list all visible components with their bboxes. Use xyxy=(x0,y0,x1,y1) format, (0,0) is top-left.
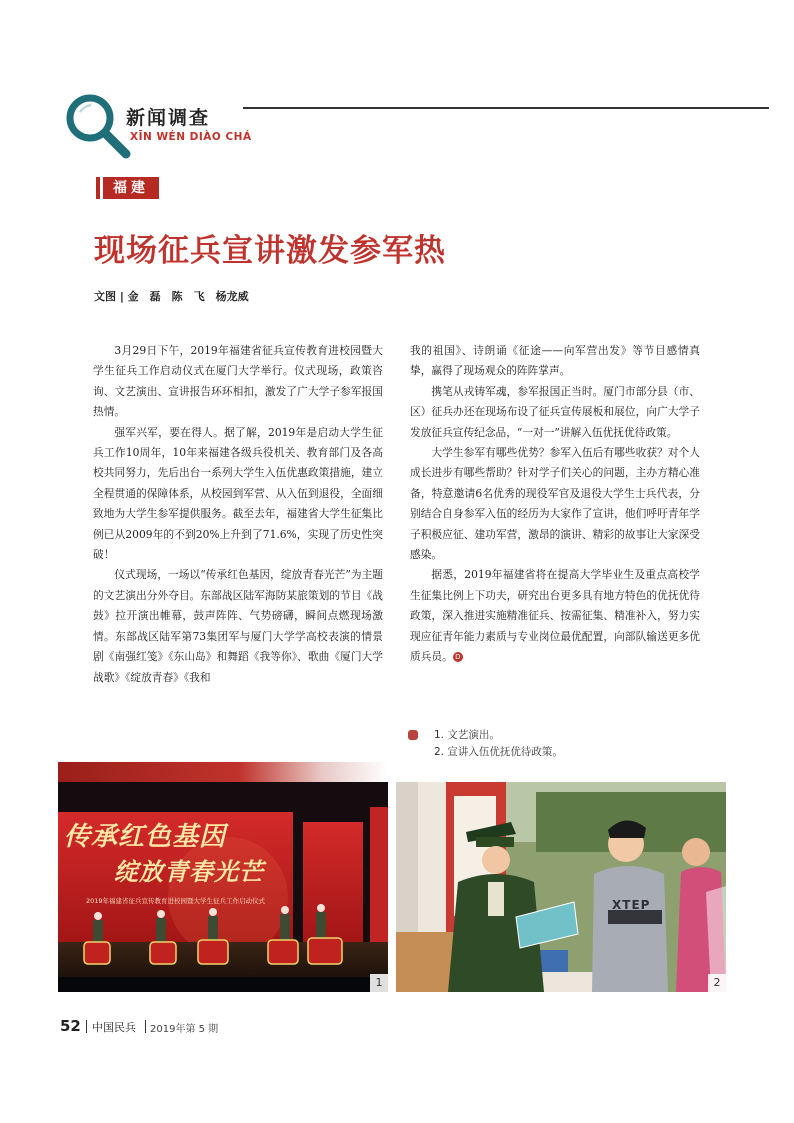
photo-performance-illustration xyxy=(58,782,388,992)
shirt-text: XTEP xyxy=(612,898,651,912)
caption-1: 1. 文艺演出。 xyxy=(434,729,500,741)
footer-divider xyxy=(145,1020,146,1033)
issue-label: 2019年第 5 期 xyxy=(150,1024,219,1035)
region-tag-bar xyxy=(96,177,100,199)
paragraph: 仪式现场，一场以“传承红色基因，绽放青春光芒”为主题的文艺演出分外夺目。东部战区陆军海防某旅策划的节目《战鼓》拉开演出帷幕，鼓声阵阵、气势磅礴，瞬间点燃现场激情。东部战区陆军第73集团军与厦门大学学高校表演的情景剧《南强红笺》《东山岛》和舞蹈《我等你》、歌曲《厦门大学战歌》《绽放青春》《我和 xyxy=(93,568,383,684)
photo-policy-talk xyxy=(396,782,726,992)
paragraph: 大学生参军有哪些优势？参军入伍后有哪些收获？对个人成长进步有哪些帮助？针对学子们关心的问题，主办方精心准备，特意邀请6名优秀的现役军官及退役大学生士兵代表，分别结合自身参军入伍的经历为大家作了宣讲，他们呼吁青年学子积极应征、建功军营，激昂的演讲、精彩的故事让大家深受感染。 xyxy=(410,446,700,562)
paragraph-last xyxy=(410,565,700,667)
photo-strip xyxy=(58,762,388,782)
photo-number: 1 xyxy=(370,974,388,992)
paragraph: 3月29日下午，2019年福建省征兵宣传教育进校园暨大学生征兵工作启动仪式在厦门大学举行。仪式现场，政策咨询、文艺演出、宣讲报告环环相扣，激发了广大学子参军报国热情。 xyxy=(93,344,383,419)
header-rule xyxy=(243,107,769,109)
region-label: 福建 xyxy=(103,177,159,199)
photo-performance xyxy=(58,782,388,992)
photo-policy-talk-illustration xyxy=(396,782,726,992)
paragraph: 携笔从戎铸军魂，参军报国正当时。厦门市部分县（市、区）征兵办还在现场布设了征兵宣传展板和展位，向广大学子发放征兵宣传纪念品，“一对一”讲解入伍优抚优待政策。 xyxy=(410,384,700,439)
caption-bullet-icon xyxy=(408,730,418,740)
paragraph-continuation: 我的祖国》、诗朗诵《征途——向军营出发》等节目感情真挚，赢得了现场观众的阵阵掌声。 xyxy=(410,344,700,378)
magnifier-icon xyxy=(60,88,134,162)
caption-2: 2. 宣讲入伍优抚优待政策。 xyxy=(434,746,563,758)
paragraph-text: 据悉，2019年福建省将在提高大学毕业生及重点高校学生征集比例上下功夫，研究出台更多具有地方特色的优抚优待政策，深入推进实施精准征兵、按需征集、精准补入，努力实现应征青年能力素质与专业岗位最优配置，向部队输送更多优质兵员。 xyxy=(410,568,700,664)
section-title: 新闻调查 xyxy=(126,107,211,129)
article-title: 现场征兵宣讲激发参军热 xyxy=(94,233,446,269)
region-tag xyxy=(96,177,159,199)
article-column-left xyxy=(93,341,383,688)
page-number: 52 xyxy=(60,1017,81,1035)
article-column-right xyxy=(410,341,700,668)
footer-divider xyxy=(86,1020,87,1033)
stage-banner-subtitle: 2019年福建省征兵宣传教育进校园暨大学生征兵工作启动仪式 xyxy=(85,897,266,905)
article-byline: 文图 | 金 磊 陈 飞 杨龙威 xyxy=(94,290,249,303)
magazine-name: 中国民兵 xyxy=(92,1021,136,1034)
stage-banner-line-1: 传承红色基因 xyxy=(64,822,227,852)
photo-number: 2 xyxy=(708,974,726,992)
section-pinyin: XĪN WÉN DIÀO CHÁ xyxy=(130,131,252,143)
paragraph: 强军兴军，要在得人。据了解，2019年是启动大学生征兵工作10周年，10年来福建各级兵役机关、教育部门及各高校共同努力，先后出台一系列大学生入伍优惠政策措施，建立全程贯通的保障体系，从校园到军营、从入伍到退役，全面细致地为大学生参军提供服务。截至去年，福建省大学生征集比例已从2009年的不到20%上升到了71.6%，实现了历史性突破！ xyxy=(93,425,383,562)
end-mark-icon: D xyxy=(453,652,463,662)
stage-banner-line-2: 绽放青春光芒 xyxy=(114,857,264,886)
